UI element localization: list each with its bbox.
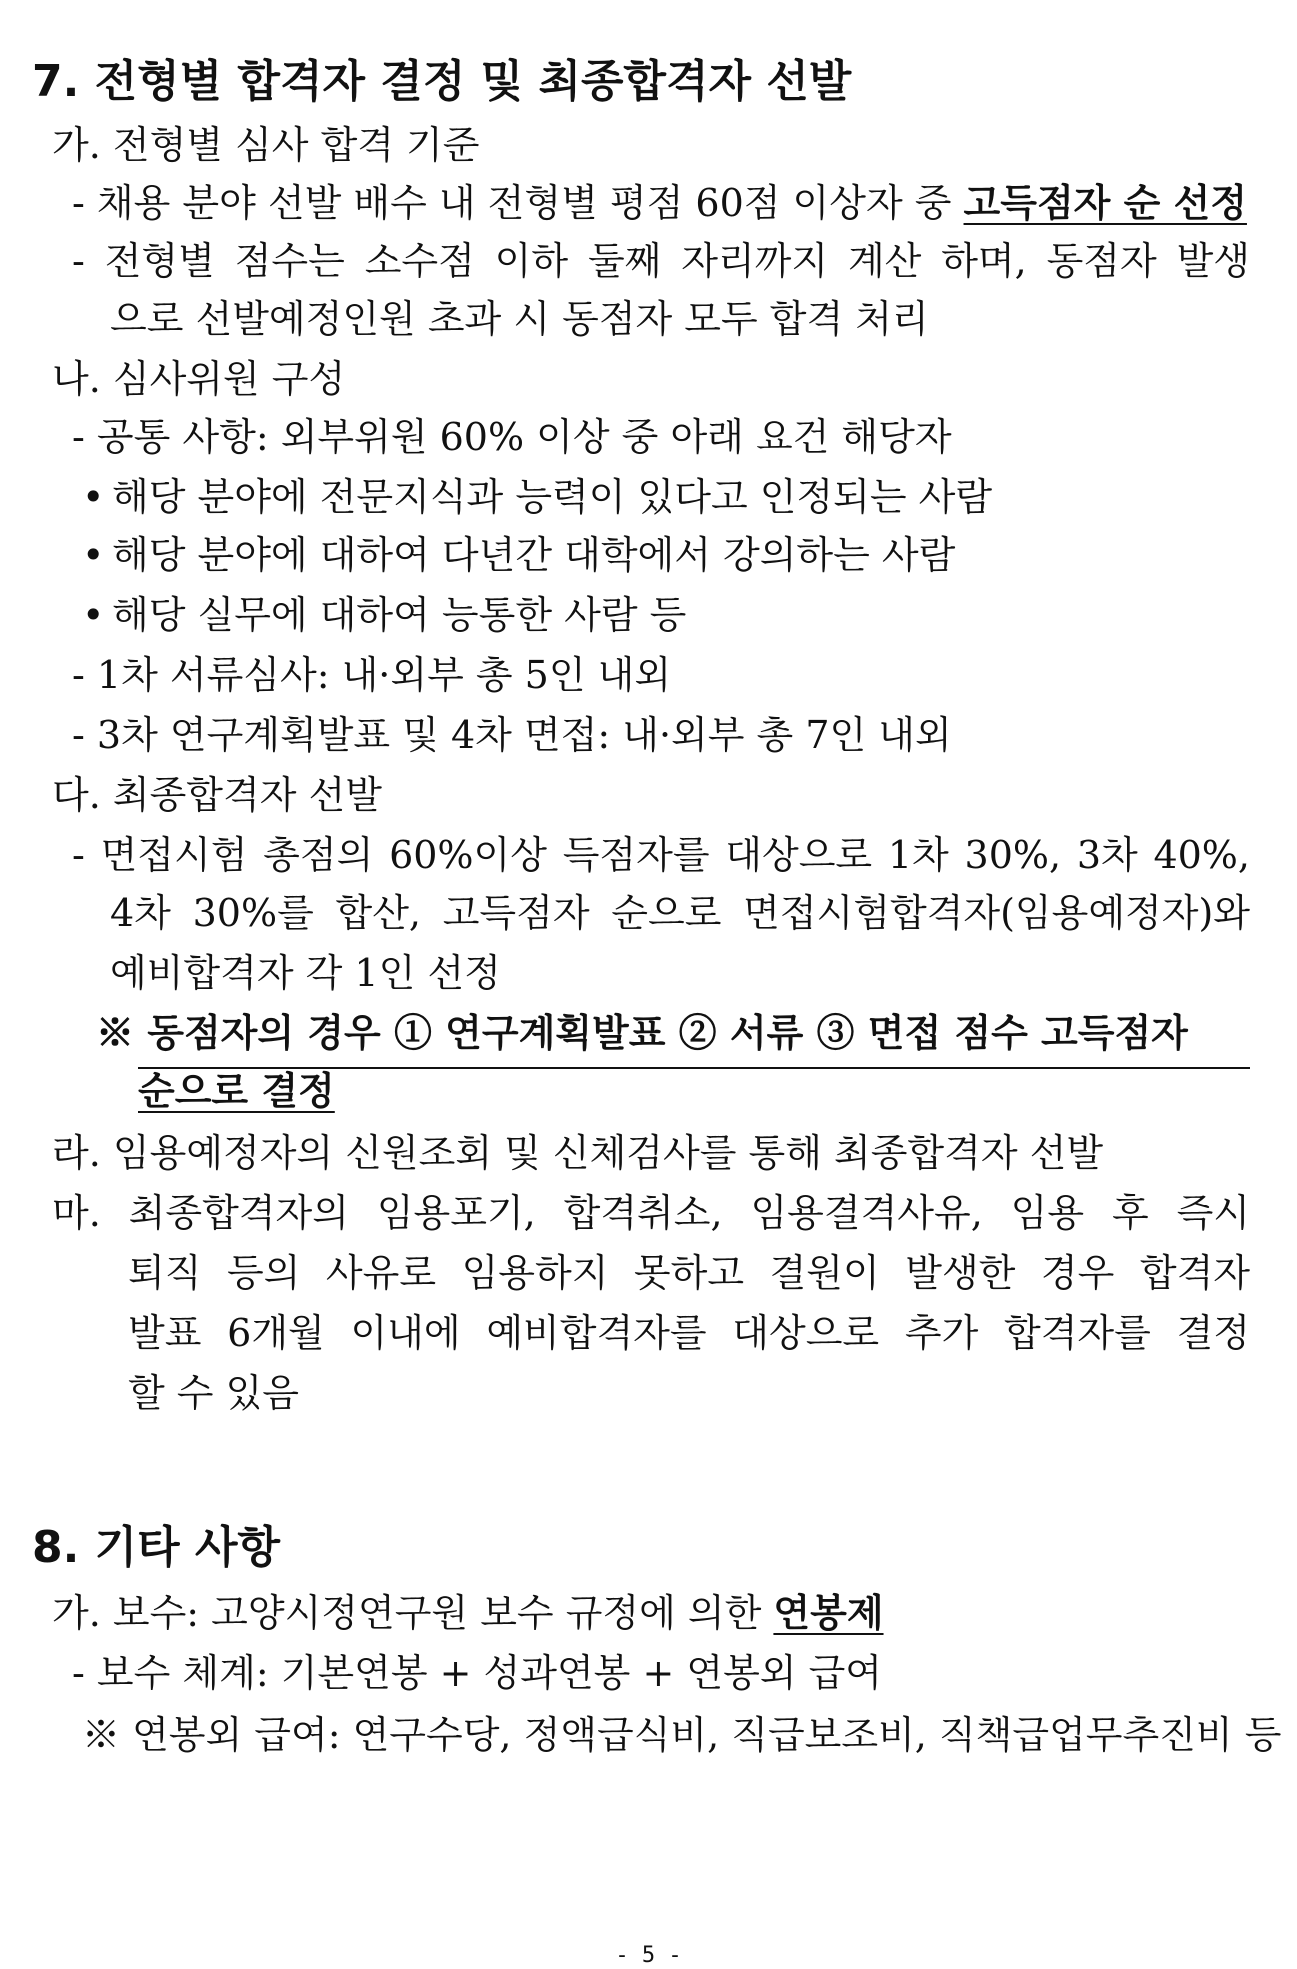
bullet-icon: • bbox=[82, 533, 105, 577]
page-number: - 5 - bbox=[615, 1943, 682, 1968]
bullet-item bbox=[82, 592, 686, 638]
section-8a-item-1: - 보수 체계: 기본연봉 + 성과연봉 + 연봉외 급여 bbox=[72, 1651, 882, 1695]
note-mark-icon: ※ bbox=[96, 1010, 148, 1055]
section-7c-item-1-line-1: - 면접시험 총점의 60%이상 득점자를 대상으로 1차 30%, 3차 40%, bbox=[72, 833, 1250, 877]
section-7b-title: 나. 심사위원 구성 bbox=[52, 357, 346, 401]
section-7a-title: 가. 전형별 심사 합격 기준 bbox=[52, 123, 480, 167]
bullet-icon: • bbox=[82, 475, 105, 519]
section-7a-item-2-line-1: - 전형별 점수는 소수점 이하 둘째 자리까지 계산 하며, 동점자 발생 bbox=[72, 239, 1250, 283]
section-7c-note-line-1 bbox=[96, 1010, 1188, 1056]
section-7a-item-2-line-2: 으로 선발예정인원 초과 시 동점자 모두 합격 처리 bbox=[110, 297, 929, 341]
bullet-item-text: 해당 분야에 대하여 다년간 대학에서 강의하는 사람 bbox=[112, 533, 956, 577]
section-7a-item-1-emphasis: 고득점자 순 선정 bbox=[963, 180, 1247, 225]
section-7e-line-2: 퇴직 등의 사유로 임용하지 못하고 결원이 발생한 경우 합격자 bbox=[128, 1251, 1250, 1295]
section-7c-note-text: 동점자의 경우 ① 연구계획발표 ② 서류 ③ 면접 점수 고득점자 bbox=[147, 1010, 1188, 1055]
section-8a-emphasis: 연봉제 bbox=[773, 1590, 884, 1635]
section-7b-item-1: - 공통 사항: 외부위원 60% 이상 중 아래 요건 해당자 bbox=[72, 415, 952, 459]
bullet-item-text: 해당 분야에 전문지식과 능력이 있다고 인정되는 사람 bbox=[112, 475, 993, 519]
section-7b-item-3: - 3차 연구계획발표 및 4차 면접: 내·외부 총 7인 내외 bbox=[72, 713, 952, 757]
section-7c-item-1-line-3: 예비합격자 각 1인 선정 bbox=[110, 951, 501, 995]
section-8a-text: 가. 보수: 고양시정연구원 보수 규정에 의한 bbox=[52, 1591, 774, 1635]
section-7e-line-3: 발표 6개월 이내에 예비합격자를 대상으로 추가 합격자를 결정 bbox=[128, 1311, 1250, 1355]
bullet-item bbox=[82, 474, 992, 520]
section-8-heading: 8. 기타 사항 bbox=[32, 1522, 280, 1573]
section-7e-line-1: 마. 최종합격자의 임용포기, 합격취소, 임용결격사유, 임용 후 즉시 bbox=[52, 1191, 1250, 1235]
bullet-item bbox=[82, 532, 955, 578]
bullet-item-text: 해당 실무에 대하여 능통한 사람 등 bbox=[112, 593, 687, 637]
section-7e-line-4: 할 수 있음 bbox=[128, 1371, 299, 1415]
section-7c-note-line-2: 순으로 결정 bbox=[138, 1068, 335, 1113]
section-7c-title: 다. 최종합격자 선발 bbox=[52, 773, 382, 817]
section-7b-item-2: - 1차 서류심사: 내·외부 총 5인 내외 bbox=[72, 653, 672, 697]
section-8a-title bbox=[52, 1590, 884, 1636]
section-8a-note: ※ 연봉외 급여: 연구수당, 정액급식비, 직급보조비, 직책급업무추진비 등 bbox=[82, 1713, 1282, 1757]
section-7-heading: 7. 전형별 합격자 결정 및 최종합격자 선발 bbox=[32, 56, 852, 107]
bullet-icon: • bbox=[82, 593, 105, 637]
section-7c-item-1-line-2: 4차 30%를 합산, 고득점자 순으로 면접시험합격자(임용예정자)와 bbox=[110, 891, 1250, 935]
section-7a-item-1 bbox=[72, 180, 1247, 226]
section-7a-item-1-text: - 채용 분야 선발 배수 내 전형별 평점 60점 이상자 중 bbox=[72, 181, 964, 225]
section-7d-title: 라. 임용예정자의 신원조회 및 신체검사를 통해 최종합격자 선발 bbox=[52, 1131, 1104, 1175]
